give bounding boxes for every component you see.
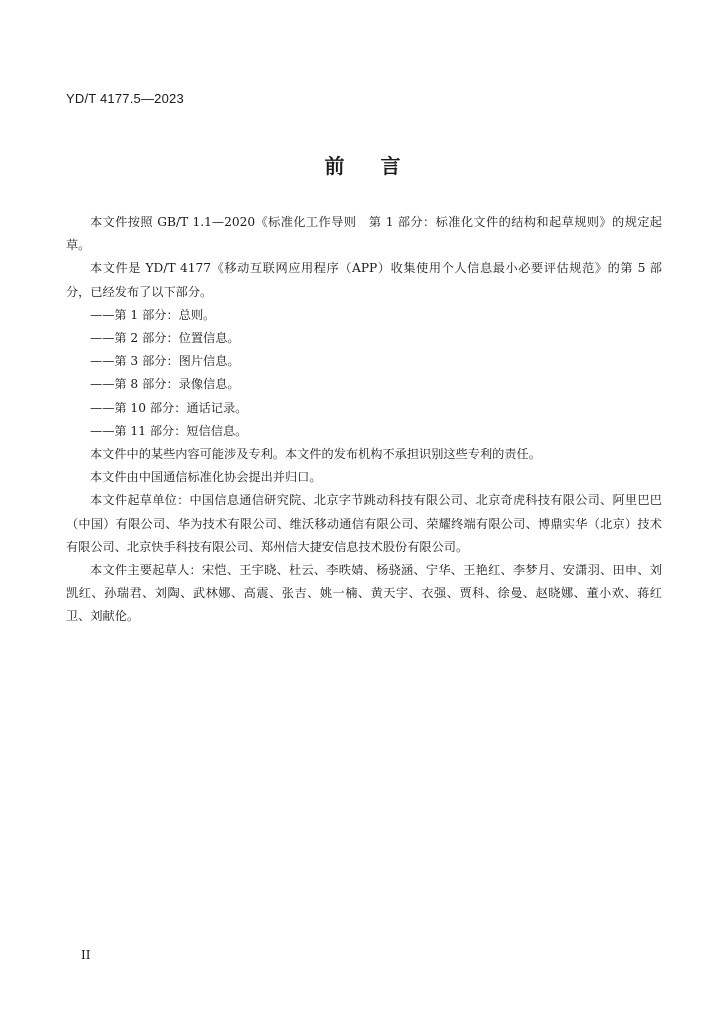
paragraph-drafters: 本文件主要起草人：宋恺、王宇晓、杜云、李昳婧、杨骁涵、宁华、王艳红、李梦月、安潇羽、田申、刘凯红、孙瑞君、刘陶、武林娜、高震、张吉、姚一楠、黄天宇、衣强、贾科、徐曼、赵晓娜、董小欢、蒋红卫、刘献伦。	[66, 563, 662, 624]
section-title	[0, 150, 725, 179]
list-item: ——第 3 部分：图片信息。	[90, 354, 240, 369]
paragraph-standard-basis: 本文件按照 GB/T 1.1—2020《标准化工作导则 第 1 部分：标准化文件的结构和起草规则》的规定起草。	[66, 215, 662, 253]
paragraph-proposer: 本文件由中国通信标准化协会提出并归口。	[90, 470, 322, 485]
title-char-2: 言	[380, 154, 401, 178]
list-item: ——第 8 部分：录像信息。	[90, 377, 240, 392]
page-number: II	[81, 948, 91, 962]
published-parts-list	[66, 304, 662, 443]
foreword-body	[66, 211, 662, 629]
document-code: YD/T 4177.5—2023	[66, 91, 184, 106]
list-item: ——第 2 部分：位置信息。	[90, 331, 240, 346]
title-char-1: 前	[324, 154, 345, 178]
list-item: ——第 11 部分：短信信息。	[90, 423, 248, 438]
paragraph-patent-notice: 本文件中的某些内容可能涉及专利。本文件的发布机构不承担识别这些专利的责任。	[90, 447, 541, 462]
paragraph-series-info: 本文件是 YD/T 4177《移动互联网应用程序（APP）收集使用个人信息最小必要评估规范》的第 5 部分，已经发布了以下部分。	[66, 261, 662, 299]
list-item: ——第 1 部分：总则。	[90, 307, 216, 322]
list-item: ——第 10 部分：通话记录。	[90, 400, 248, 415]
paragraph-drafting-units: 本文件起草单位：中国信息通信研究院、北京字节跳动科技有限公司、北京奇虎科技有限公司、阿里巴巴（中国）有限公司、华为技术有限公司、维沃移动通信有限公司、荣耀终端有限公司、博鼎实华（北京）技术有限公司、北京快手科技有限公司、郑州信大捷安信息技术股份有限公司。	[66, 493, 662, 554]
